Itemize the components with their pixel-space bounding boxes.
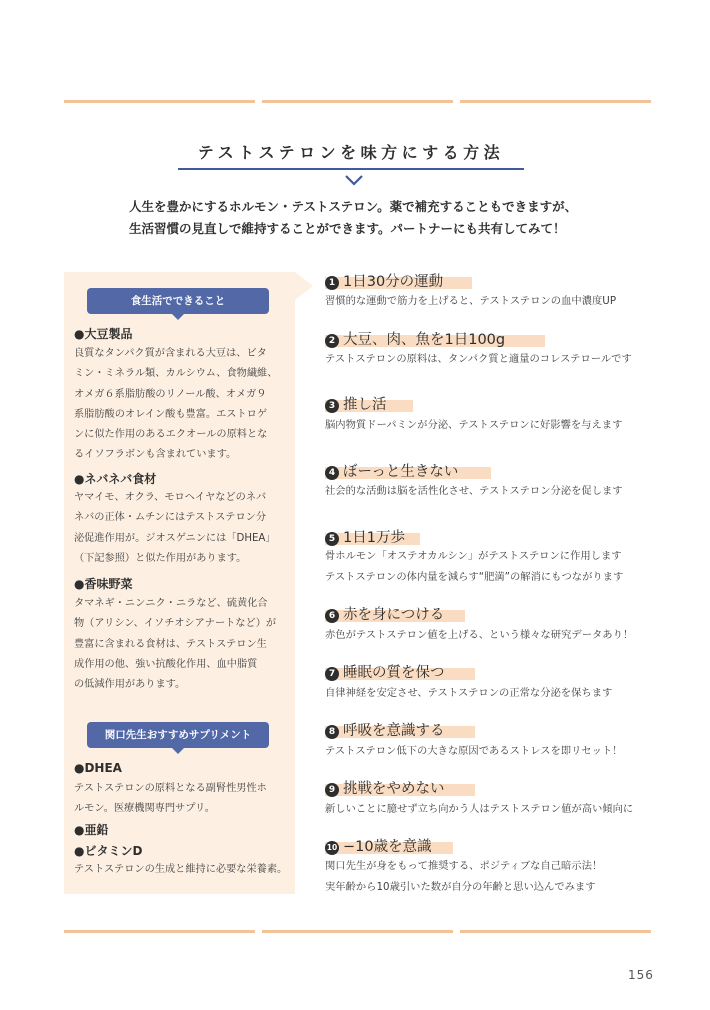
tip-10-text: [325, 856, 602, 898]
food-text-aromatic: [74, 594, 276, 695]
tip-8-title: [325, 719, 475, 739]
text-line: テストステロンの体内量を減らす“肥満”の解消にもつながります: [325, 571, 624, 583]
tip-4-text: [325, 481, 623, 502]
page-title: テストステロンを味方にする方法: [197, 143, 505, 162]
tip-1-title: [325, 270, 472, 290]
text-line: 系脂肪酸のオレイン酸も豊富。エストロゲ: [74, 408, 268, 420]
supplement-label: 関口先生おすすめサプリメント: [104, 729, 252, 741]
supp-heading-dhea: ●DHEA: [74, 761, 122, 775]
tip-number-badge: 4: [325, 466, 339, 480]
tip-7-title: [325, 661, 475, 681]
tip-3-title: [325, 393, 413, 413]
top-rule-left: [64, 100, 255, 103]
tip-number-badge: 8: [325, 725, 339, 739]
text-line: 社会的な活動は脳を活性化させ、テストステロン分泌を促します: [325, 485, 623, 497]
intro-text: [129, 196, 599, 240]
panel-pointer: [295, 272, 313, 300]
text-line: ネバの正体・ムチンにはテストステロン分: [74, 512, 267, 524]
supp-text-vitd: [74, 860, 287, 880]
tip-number-badge: 10: [325, 841, 339, 855]
intro-line: 人生を豊かにするホルモン・テストステロン。薬で補充することもできますが、: [129, 199, 578, 214]
tip-title-text: −10歳を意識: [343, 839, 432, 855]
food-heading-sticky: ●ネバネバ食材: [74, 472, 157, 486]
tip-2-text: [325, 349, 632, 370]
bottom-rule-center: [262, 930, 453, 933]
text-line: テストステロンの原料となる副腎性男性ホ: [74, 783, 267, 794]
tip-5-title: [325, 526, 420, 546]
tip-title-text: ぼーっと生きない: [343, 464, 459, 480]
tip-6-title: [325, 603, 465, 623]
text-line: 良質なタンパク質が含まれる大豆は、ビタ: [74, 348, 267, 359]
tip-9-text: [325, 799, 633, 820]
text-line: 習慣的な運動で筋力を上げると、テストステロンの血中濃度UP: [325, 295, 617, 307]
text-line: 新しいことに臆せず立ち向かう人はテストステロン値が高い傾向に: [325, 803, 634, 815]
top-rule-center: [262, 100, 453, 103]
tip-number-badge: 3: [325, 399, 339, 413]
tip-title-text: 1日1万歩: [343, 530, 405, 546]
text-line: ミン・ミネラル類、カルシウム、食物繊維、: [74, 368, 278, 380]
bottom-rule-left: [64, 930, 255, 933]
tip-3-text: [325, 415, 622, 436]
text-line: るイソフラボンも含まれています。: [74, 449, 237, 461]
tip-number-badge: 5: [325, 532, 339, 546]
tip-title-text: 呼吸を意識する: [343, 723, 445, 739]
tip-number-badge: 9: [325, 783, 339, 797]
tip-title-text: 挑戦をやめない: [343, 781, 445, 797]
tip-number-badge: 7: [325, 667, 339, 681]
text-line: 骨ホルモン「オステオカルシン」がテストステロンに作用します: [325, 550, 622, 562]
text-line: テストステロンの生成と維持に必要な栄養素。: [74, 864, 288, 875]
text-line: ルモン。医療機関専門サプリ。: [74, 803, 215, 815]
tip-title-text: 大豆、肉、魚を1日100g: [343, 332, 506, 348]
text-line: オメガ６系脂肪酸のリノール酸、オメガ９: [74, 388, 267, 400]
text-line: テストステロンの原料は、タンパク質と適量のコレステロールです: [325, 353, 632, 365]
food-label: 食生活でできること: [130, 295, 226, 307]
food-heading-aromatic: ●香味野菜: [74, 577, 133, 591]
text-line: 物（アリシン、イソチオシアナートなど）が: [74, 618, 277, 630]
tip-number-badge: 1: [325, 276, 339, 290]
text-line: （下記参照）と似た作用があります。: [74, 552, 247, 564]
supp-heading-zinc: ●亜鉛: [74, 823, 109, 837]
tip-8-text: [325, 741, 622, 762]
title-block: [178, 140, 524, 170]
text-line: ヤマイモ、オクラ、モロヘイヤなどのネバ: [74, 492, 267, 503]
food-label-pill: [87, 288, 269, 314]
text-line: テストステロン低下の大きな原因であるストレスを即リセット！: [325, 745, 623, 757]
tip-1-text: [325, 291, 616, 312]
text-line: ンに似た作用のあるエクオールの原料とな: [74, 429, 268, 441]
tip-4-title: [325, 460, 491, 480]
food-text-soy: [74, 344, 277, 466]
food-heading-soy: ●大豆製品: [74, 327, 133, 341]
text-line: 自律神経を安定させ、テストステロンの正常な分泌を保ちます: [325, 687, 613, 699]
page-number: 156: [628, 968, 654, 982]
text-line: 泌促進作用が。ジオスゲニンには「DHEA」: [74, 532, 276, 544]
food-text-sticky: [74, 488, 276, 569]
intro-line: 生活習慣の見直しで維持することができます。パートナーにも共有してみて！: [129, 221, 566, 236]
tip-title-text: 赤を身につける: [343, 607, 445, 623]
text-line: 実年齢から10歳引いた数が自分の年齢と思い込んでみます: [325, 881, 596, 893]
tip-2-title: [325, 328, 545, 348]
tip-number-badge: 6: [325, 609, 339, 623]
tip-number-badge: 2: [325, 334, 339, 348]
text-line: タマネギ・ニンニク・ニラなど、硫黄化合: [74, 598, 268, 609]
text-line: 脳内物質ドーパミンが分泌、テストステロンに好影響を与えます: [325, 419, 623, 431]
bottom-rule-right: [460, 930, 651, 933]
top-rule-right: [460, 100, 651, 103]
tip-10-title: [325, 835, 453, 855]
text-line: 成作用の他、強い抗酸化作用、血中脂質: [74, 658, 258, 670]
text-line: 赤色がテストステロン値を上げる、という様々な研究データあり！: [325, 629, 634, 641]
tip-7-text: [325, 683, 612, 704]
supplement-label-pill: [87, 722, 269, 748]
tip-6-text: [325, 625, 633, 646]
chevron-down-icon: [342, 172, 366, 188]
tip-9-title: [325, 777, 475, 797]
tip-title-text: 1日30分の運動: [343, 274, 444, 290]
tip-5-text: [325, 546, 623, 588]
text-line: 豊富に含まれる食材は、テストステロン生: [74, 638, 267, 650]
text-line: 関口先生が身をもって推奨する、ポジティブな自己暗示法！: [325, 860, 603, 872]
supp-heading-vitd: ●ビタミンD: [74, 844, 143, 858]
tip-title-text: 推し活: [343, 397, 387, 413]
text-line: の低減作用があります。: [74, 679, 186, 691]
tip-title-text: 睡眠の質を保つ: [343, 665, 445, 681]
supp-text-dhea: [74, 779, 267, 820]
